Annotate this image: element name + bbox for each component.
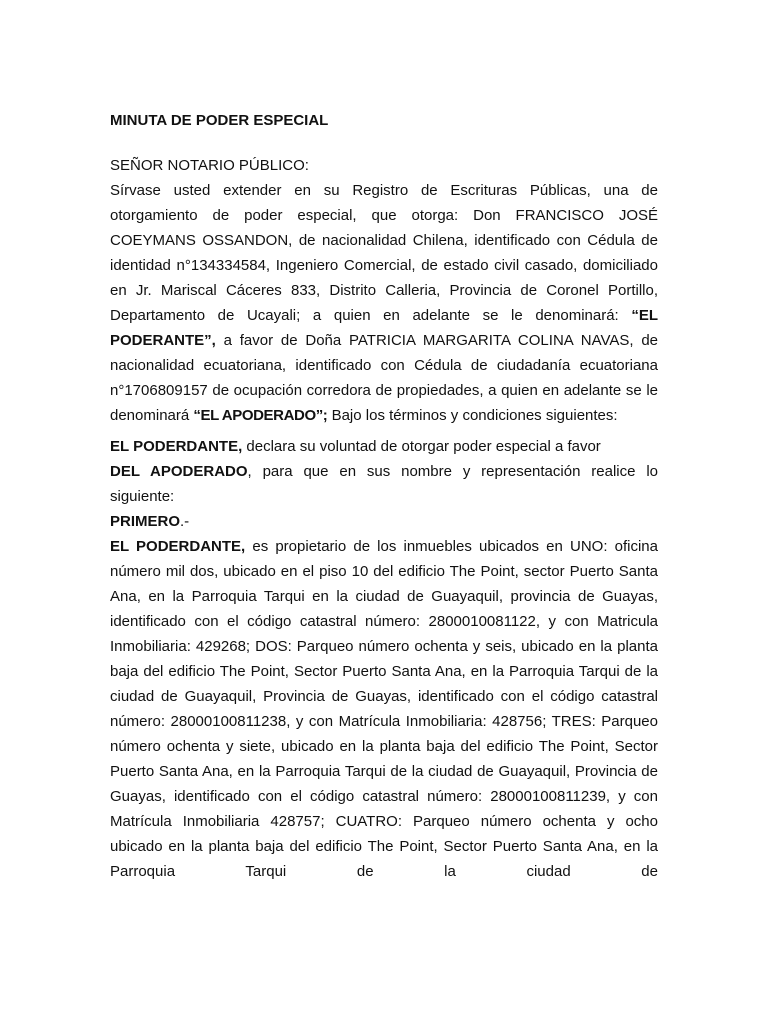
grant-text-2: a favor de Doña PATRICIA MARGARITA COLINA NAVAS, de nacionalidad ecuatoriana, identificado con Cédula de ciudadanía ecuatoriana n°1706809157 de ocupación corredora de propiedades, a quien en adelante se le denominará [110,332,658,424]
del-apoderado-label: DEL APODERADO [110,463,248,480]
section-heading-primero [110,509,658,534]
poderdante-label-2: EL PODERDANTE, [110,538,246,555]
document-page [110,108,658,884]
declaration-text-1: declara su voluntad de otorgar poder especial a favor [242,438,601,455]
declaration-text-2: , para que en sus nombre y representación realice lo siguiente: [110,463,658,505]
salutation: SEÑOR NOTARIO PÚBLICO: [110,157,309,174]
grant-text-1: Sírvase usted extender en su Registro de Escrituras Públicas, una de otorgamiento de poder especial, que otorga: Don FRANCISCO JOSÉ COEYMANS OSSANDON, de nacionalidad Chilena, identificado con Cédula de identidad n°134334584, Ingeniero Comercial, de estado civil casado, domiciliado en Jr. Mariscal Cáceres 833, Distrito Calleria, Provincia de Coronel Portillo, Departamento de Ucayali; a quien en adelante se le denominará: [110,182,658,324]
properties-text: es propietario de los inmuebles ubicados en UNO: oficina número mil dos, ubicado en el piso 10 del edificio The Point, sector Puerto Santa Ana, en la Parroquia Tarqui en la ciudad de Guayaquil, provincia de Guayas, identificado con el código catastral número: 2800010081122, y con Matricula Inmobiliaria: 429268; DOS: Parqueo número ochenta y seis, ubicado en la planta baja del edificio The Point, Sector Puerto Santa Ana, en la Parroquia Tarqui de la ciudad de Guayaquil, Provincia de Guayas, identificado con el código catastral número: 28000100811238, y con Matrícula Inmobiliaria: 428756; TRES: Parqueo número ochenta y siete, ubicado en la planta baja del edificio The Point, Sector Puerto Santa Ana, en la Parroquia Tarqui de la ciudad de Guayaquil, Provincia de Guayas, identificado con el código catastral número: 28000100811239, y con Matrícula Inmobiliaria 428757; CUATRO: Parqueo número ochenta y ocho ubicado en la planta baja del edificio The Point, Sector Puerto Santa Ana, en la Parroquia Tarqui de la ciudad de [110,538,658,880]
paragraph-properties [110,534,658,884]
grant-text-3: Bajo los términos y condiciones siguientes: [327,407,618,424]
primero-suffix: .- [180,513,190,530]
poderante-label: “EL PODERANTE”, [110,307,658,349]
paragraph-grant [110,178,658,428]
paragraph-declaration [110,434,658,509]
poderdante-label: EL PODERDANTE, [110,438,243,455]
apoderado-label: “EL APODERADO”; [193,407,328,424]
primero-heading: PRIMERO [110,513,181,530]
document-title: MINUTA DE PODER ESPECIAL [110,112,329,129]
